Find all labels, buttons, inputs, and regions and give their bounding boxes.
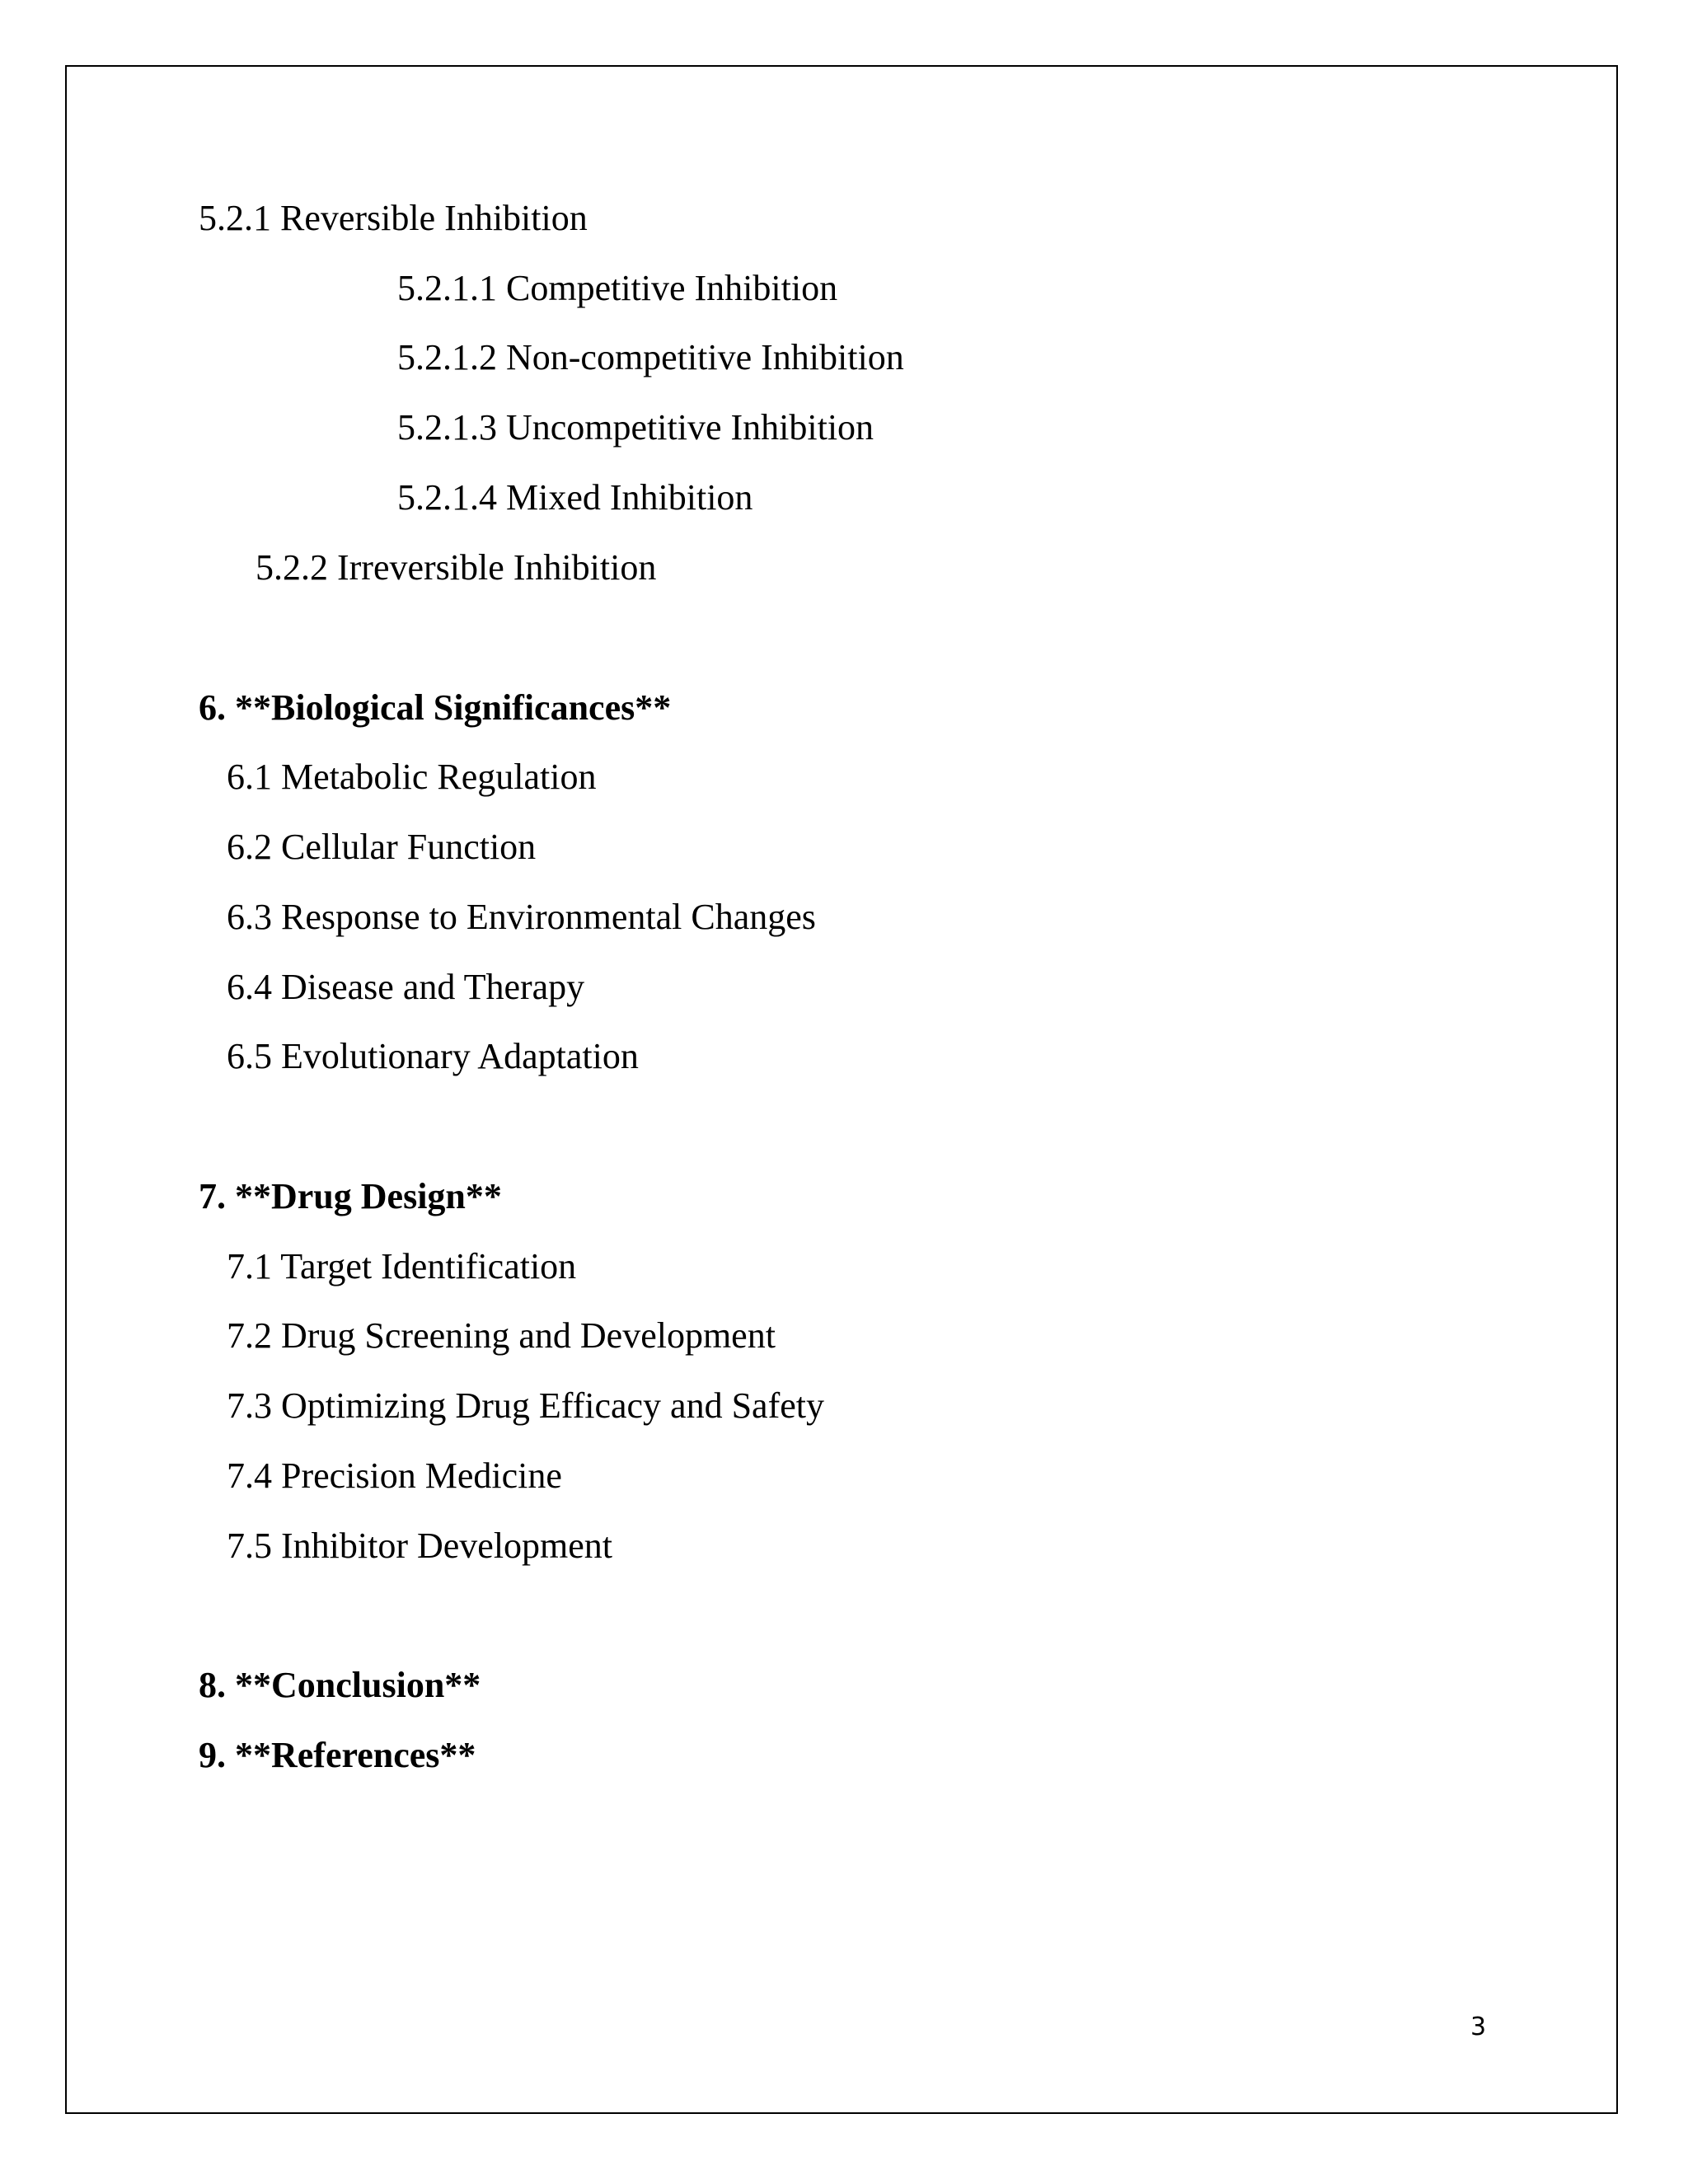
toc-heading-9: 9. **References** bbox=[199, 1735, 476, 1775]
toc-entry-5-2-2: 5.2.2 Irreversible Inhibition bbox=[256, 547, 657, 588]
toc-entry-7-3: 7.3 Optimizing Drug Efficacy and Safety bbox=[227, 1385, 824, 1426]
toc-entry-5-2-1-3: 5.2.1.3 Uncompetitive Inhibition bbox=[397, 407, 874, 448]
toc-entry-5-2-1-1: 5.2.1.1 Competitive Inhibition bbox=[397, 268, 838, 308]
toc-entry-7-1: 7.1 Target Identification bbox=[227, 1246, 577, 1286]
page-number: 3 bbox=[1470, 2013, 1487, 2041]
toc-entry-7-4: 7.4 Precision Medicine bbox=[227, 1455, 562, 1496]
toc-entry-6-4: 6.4 Disease and Therapy bbox=[227, 967, 585, 1007]
toc-entry-7-5: 7.5 Inhibitor Development bbox=[227, 1526, 613, 1566]
toc-entry-5-2-1-2: 5.2.1.2 Non-competitive Inhibition bbox=[397, 337, 904, 377]
toc-entry-6-2: 6.2 Cellular Function bbox=[227, 827, 537, 867]
toc-entry-6-1: 6.1 Metabolic Regulation bbox=[227, 757, 597, 797]
toc-entry-7-2: 7.2 Drug Screening and Development bbox=[227, 1315, 776, 1356]
toc-entry-5-2-1-4: 5.2.1.4 Mixed Inhibition bbox=[397, 477, 753, 518]
toc-heading-8: 8. **Conclusion** bbox=[199, 1665, 481, 1705]
toc-entry-6-3: 6.3 Response to Environmental Changes bbox=[227, 897, 816, 937]
toc-heading-7: 7. **Drug Design** bbox=[199, 1176, 502, 1216]
toc-heading-6: 6. **Biological Significances** bbox=[199, 687, 672, 728]
toc-entry-6-5: 6.5 Evolutionary Adaptation bbox=[227, 1036, 639, 1076]
toc-entry-5-2-1: 5.2.1 Reversible Inhibition bbox=[199, 198, 588, 238]
